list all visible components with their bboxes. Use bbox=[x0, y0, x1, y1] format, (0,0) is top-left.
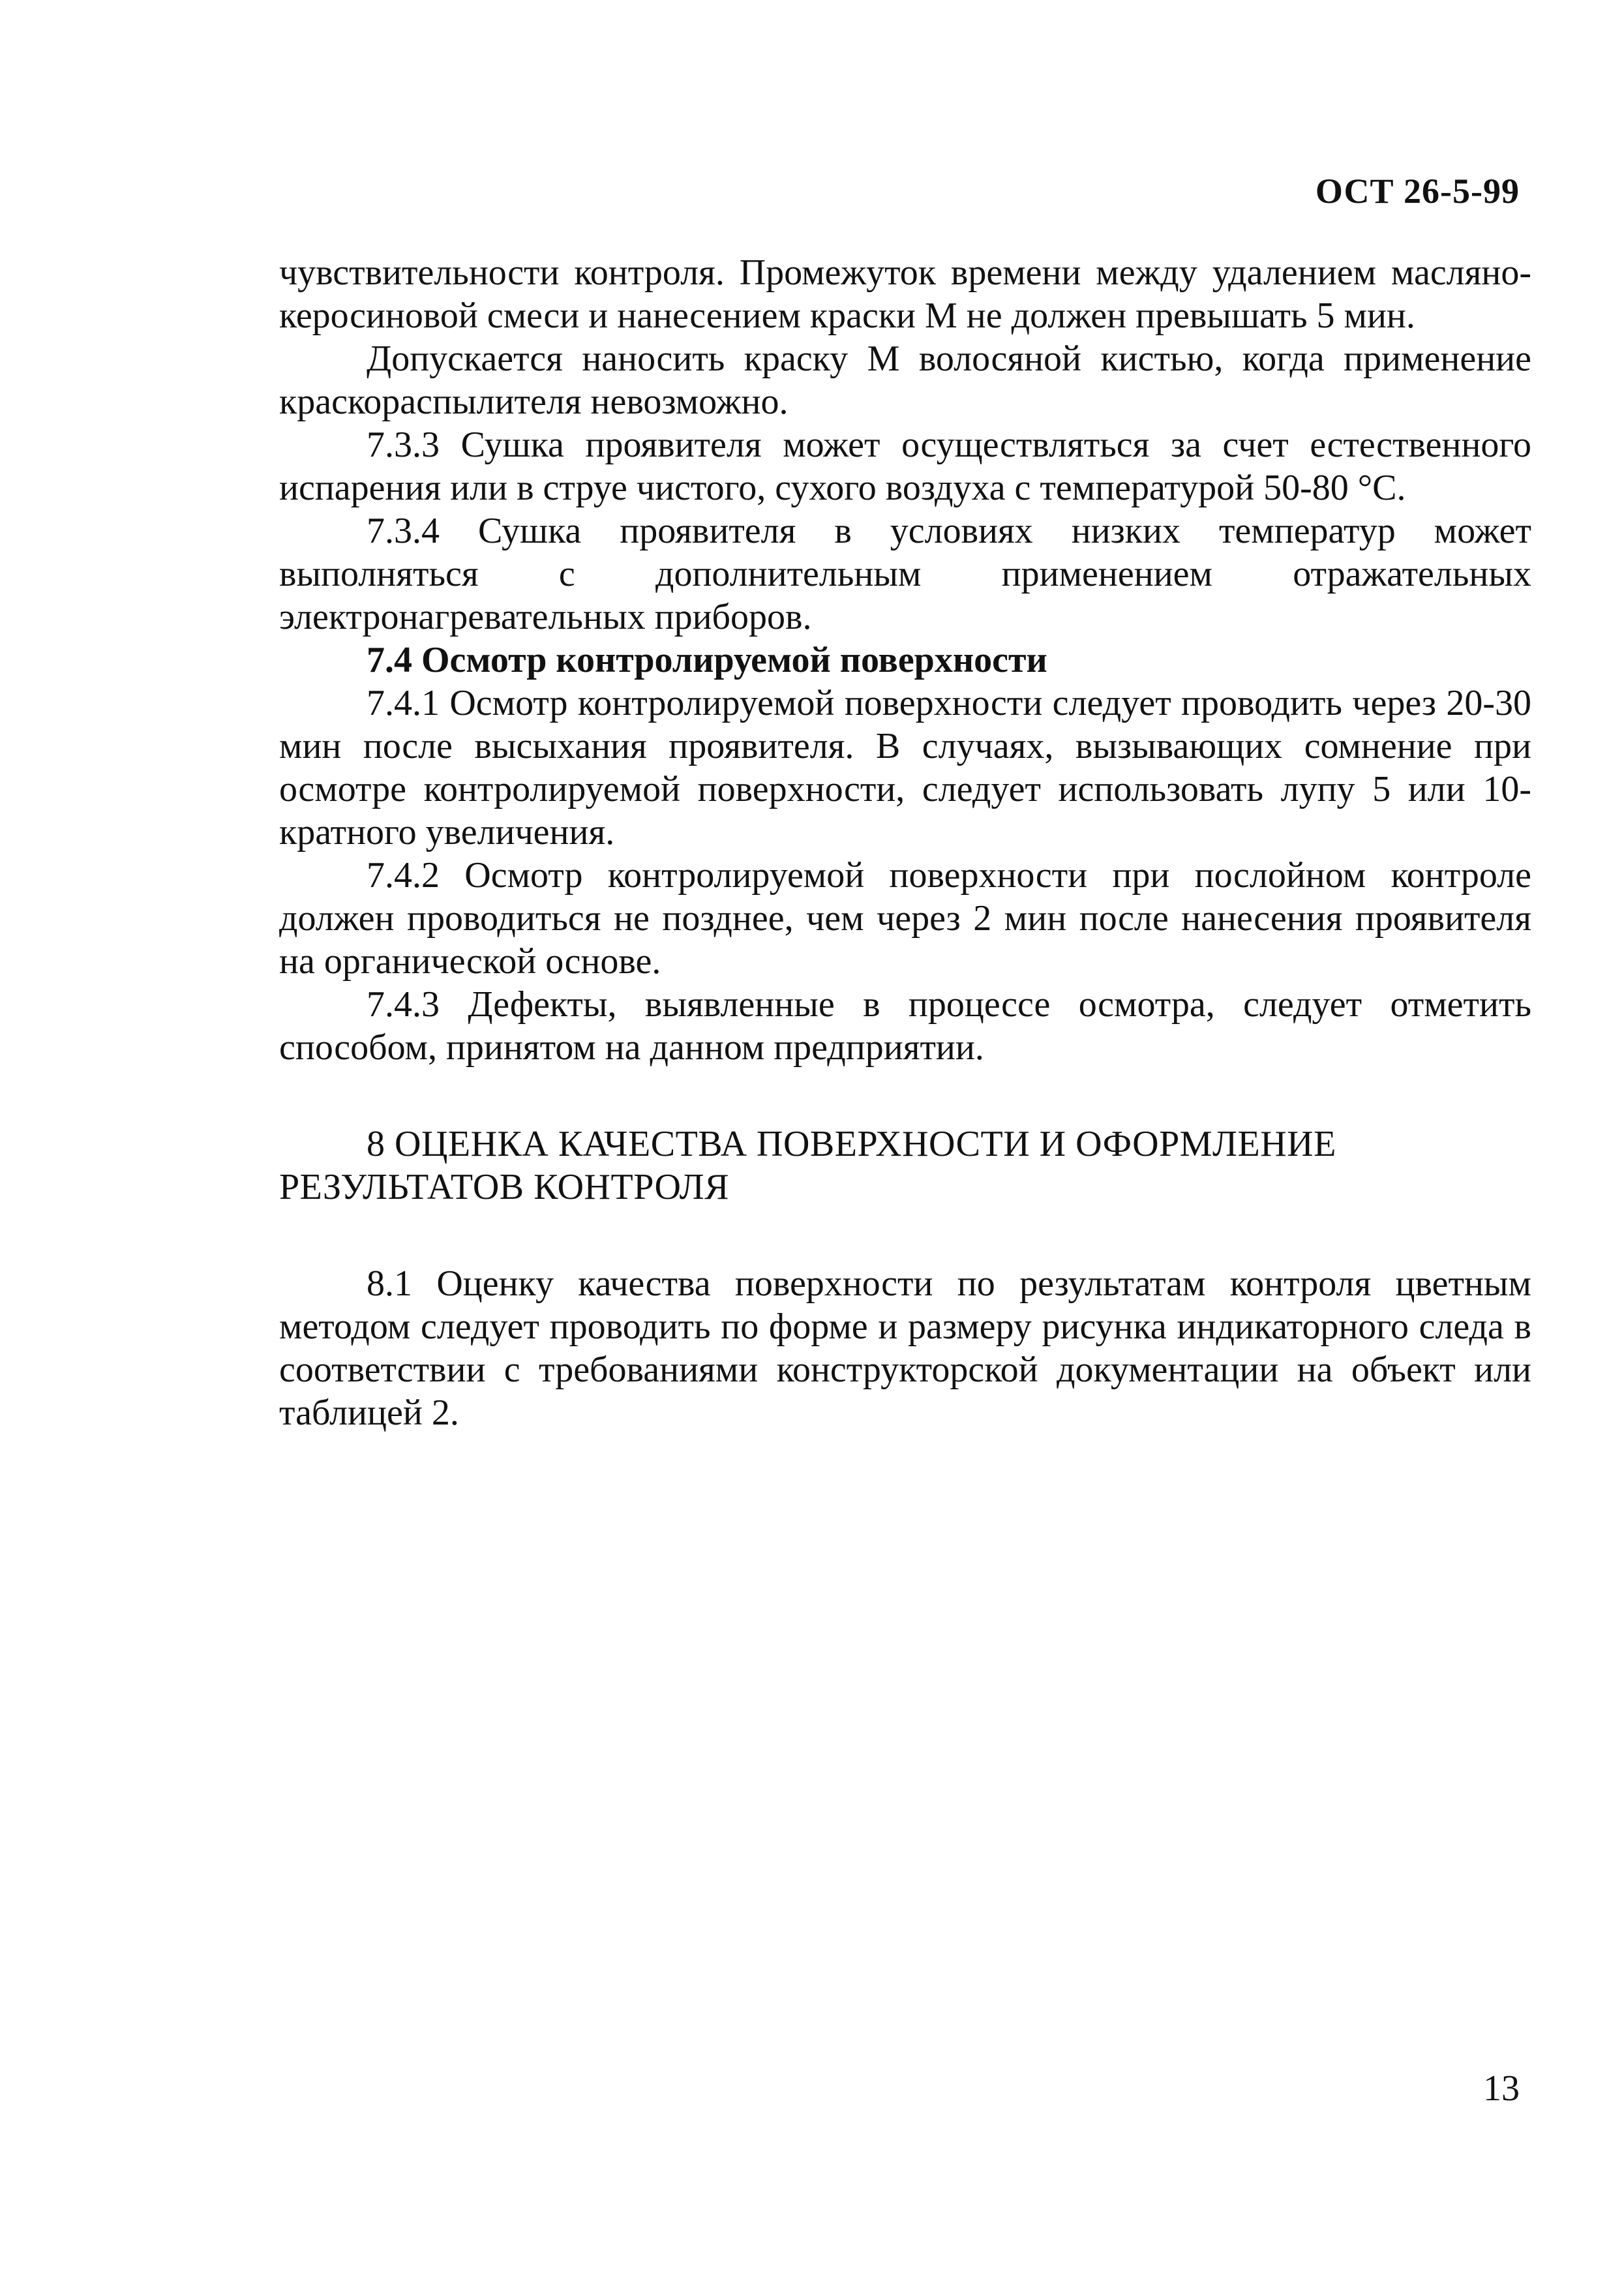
page-number: 13 bbox=[1483, 2068, 1520, 2109]
paragraph-7-3-4: 7.3.4 Сушка проявителя в условиях низких температур может выполняться с дополнительным применением отражательных электронагревательных приборов. bbox=[279, 511, 1531, 637]
paragraph-7-3-3: 7.3.3 Сушка проявителя может осуществляться за счет естественного испарения или в струе чистого, сухого воздуха с температурой 50-80 °С. bbox=[279, 425, 1531, 508]
paragraph-7-4-2: 7.4.2 Осмотр контролируемой поверхности при послойном контроле должен проводиться не позднее, чем через 2 мин после нанесения проявителя на органической основе. bbox=[279, 855, 1531, 982]
section-heading-8: 8 ОЦЕНКА КАЧЕСТВА ПОВЕРХНОСТИ И ОФОРМЛЕНИЕ РЕЗУЛЬТАТОВ КОНТРОЛЯ bbox=[279, 1124, 1336, 1207]
document-body bbox=[279, 251, 1531, 1434]
subsection-heading-7-4: 7.4 Осмотр контролируемой поверхности bbox=[367, 640, 1047, 680]
paragraph: Допускается наносить краску М волосяной кистью, когда применение краскораспылителя невозможно. bbox=[279, 339, 1531, 422]
document-code: ОСТ 26-5-99 bbox=[1315, 172, 1520, 211]
paragraph-7-4-1: 7.4.1 Осмотр контролируемой поверхности следует проводить через 20-30 мин после высыхания проявителя. В случаях, вызывающих сомнение при осмотре контролируемой поверхности, следует использовать лупу 5 или 10-кратного увеличения. bbox=[279, 683, 1531, 852]
paragraph-7-4-3: 7.4.3 Дефекты, выявленные в процессе осмотра, следует отметить способом, принятом на данном предприятии. bbox=[279, 984, 1531, 1068]
paragraph-continuation: чувствительности контроля. Промежуток времени между удалением масляно-керосиновой смеси и нанесением краски М не должен превышать 5 мин. bbox=[279, 252, 1531, 336]
paragraph-8-1: 8.1 Оценку качества поверхности по результатам контроля цветным методом следует проводить по форме и размеру рисунка индикаторного следа в соответствии с требованиями конструкторской документации на объект или таблицей 2. bbox=[279, 1263, 1531, 1433]
